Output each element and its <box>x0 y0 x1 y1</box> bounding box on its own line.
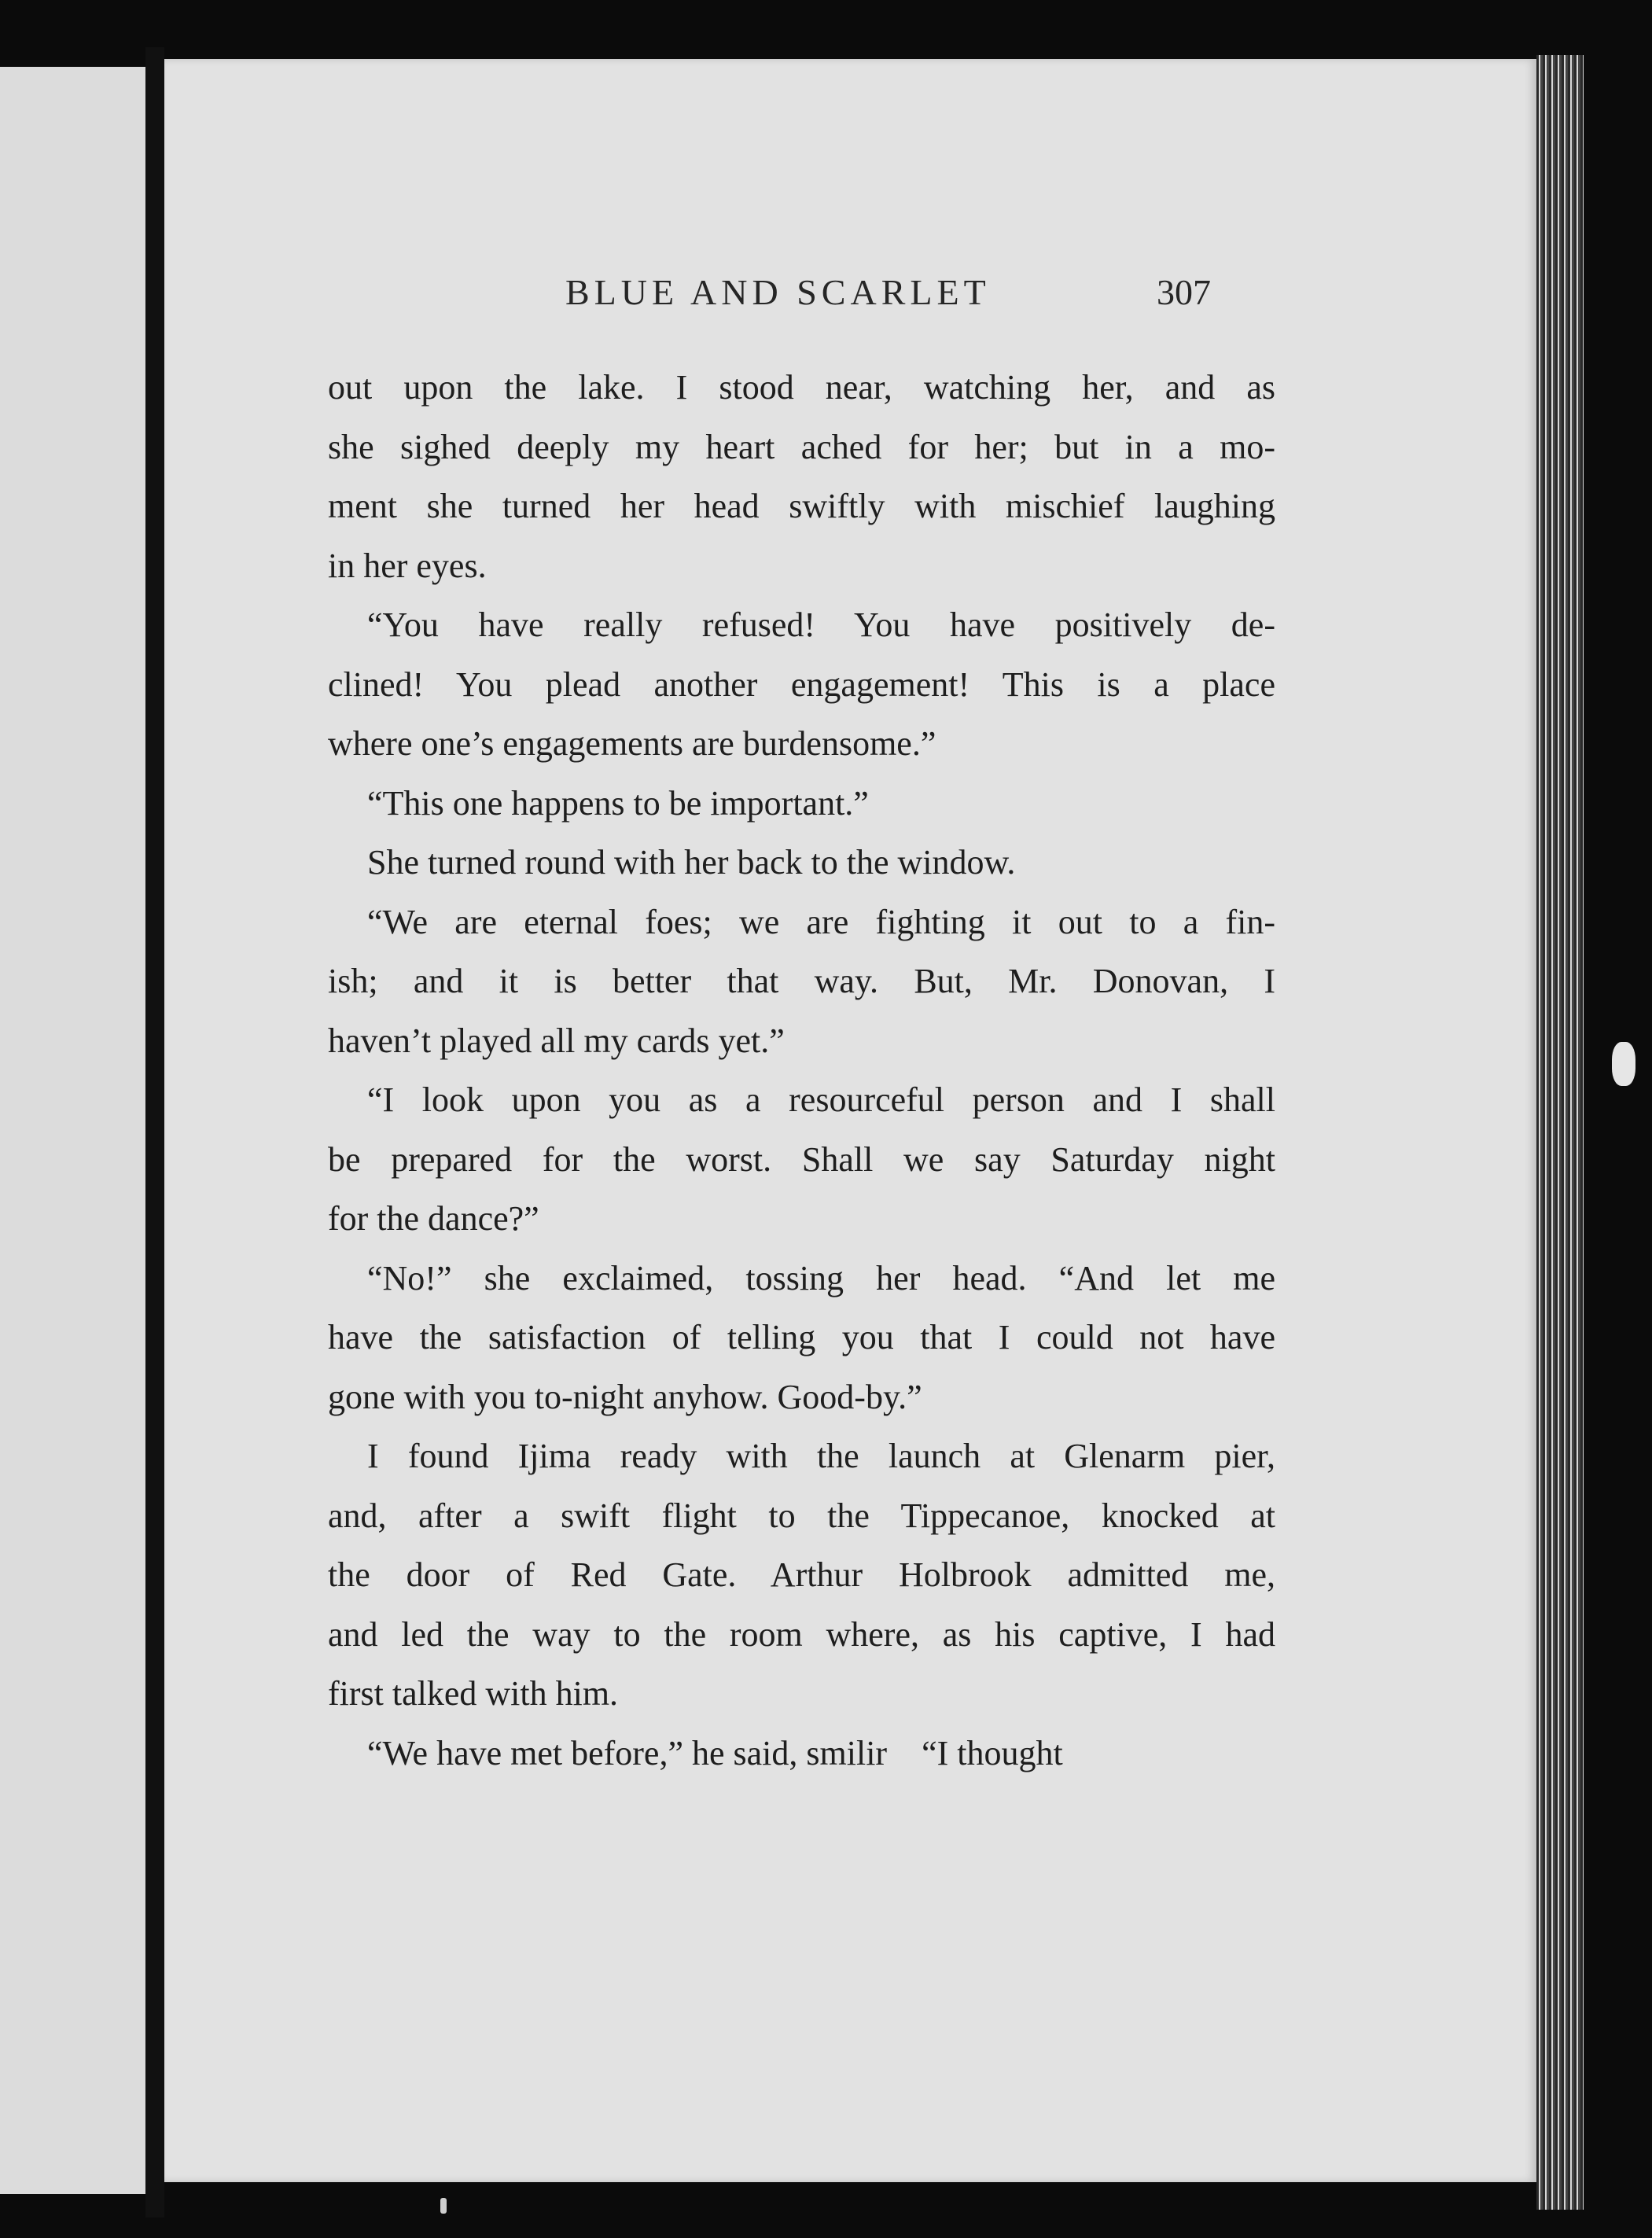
text-line: have the satisfaction of telling you that I could not have <box>328 1318 1275 1356</box>
text-line: gone with you to-night anyhow. Good-by.” <box>328 1377 922 1416</box>
text-line: “No!” she exclaimed, tossing her head. “And let me <box>367 1258 1275 1298</box>
text-line: the door of Red Gate. Arthur Holbrook admitted me, <box>328 1555 1275 1594</box>
text-line: out upon the lake. I stood near, watching her, and as <box>328 368 1275 407</box>
text-line: She turned round with her back to the window. <box>367 843 1016 882</box>
text-line: ish; and it is better that way. But, Mr. Donovan, I <box>328 962 1275 1000</box>
text-line: for the dance?” <box>328 1199 539 1238</box>
facing-page-edge <box>0 67 145 2194</box>
page-number: 307 <box>1157 272 1211 312</box>
page-text <box>328 358 1275 1783</box>
text-line: “We have met before,” he said, smilir “I thought <box>367 1733 1063 1772</box>
text-line: haven’t played all my cards yet.” <box>328 1021 785 1060</box>
scan-dust-mark <box>440 2198 447 2214</box>
text-line: “This one happens to be important.” <box>367 783 869 823</box>
text-line: “We are eternal foes; we are fighting it out to a fin- <box>367 902 1275 941</box>
text-line: “You have really refused! You have positively de- <box>367 606 1275 644</box>
book-gutter <box>145 47 164 2218</box>
running-head <box>164 271 1536 326</box>
text-line: be prepared for the worst. Shall we say Saturday night <box>328 1139 1275 1179</box>
text-line: in her eyes. <box>328 546 487 585</box>
text-line: clined! You plead another engagement! This is a place <box>328 664 1275 704</box>
text-line: and led the way to the room where, as his captive, I had <box>328 1614 1275 1654</box>
text-line: ment she turned her head swiftly with mischief laughing <box>328 487 1275 525</box>
text-line: where one’s engagements are burdensome.” <box>328 724 936 763</box>
scan-clip-mark <box>1612 1042 1635 1086</box>
text-line: and, after a swift flight to the Tippecanoe, knocked at <box>328 1496 1275 1535</box>
scan-background <box>1584 47 1652 2238</box>
text-line: I found Ijima ready with the launch at Glenarm pier, <box>367 1437 1275 1475</box>
text-line: first talked with him. <box>328 1674 619 1713</box>
text-line: she sighed deeply my heart ached for her; but in a mo- <box>328 427 1275 466</box>
page-stack-edges <box>1536 55 1584 2210</box>
text-line: “I look upon you as a resourceful person and I shall <box>367 1080 1275 1119</box>
running-title: BLUE AND SCARLET <box>565 272 991 312</box>
